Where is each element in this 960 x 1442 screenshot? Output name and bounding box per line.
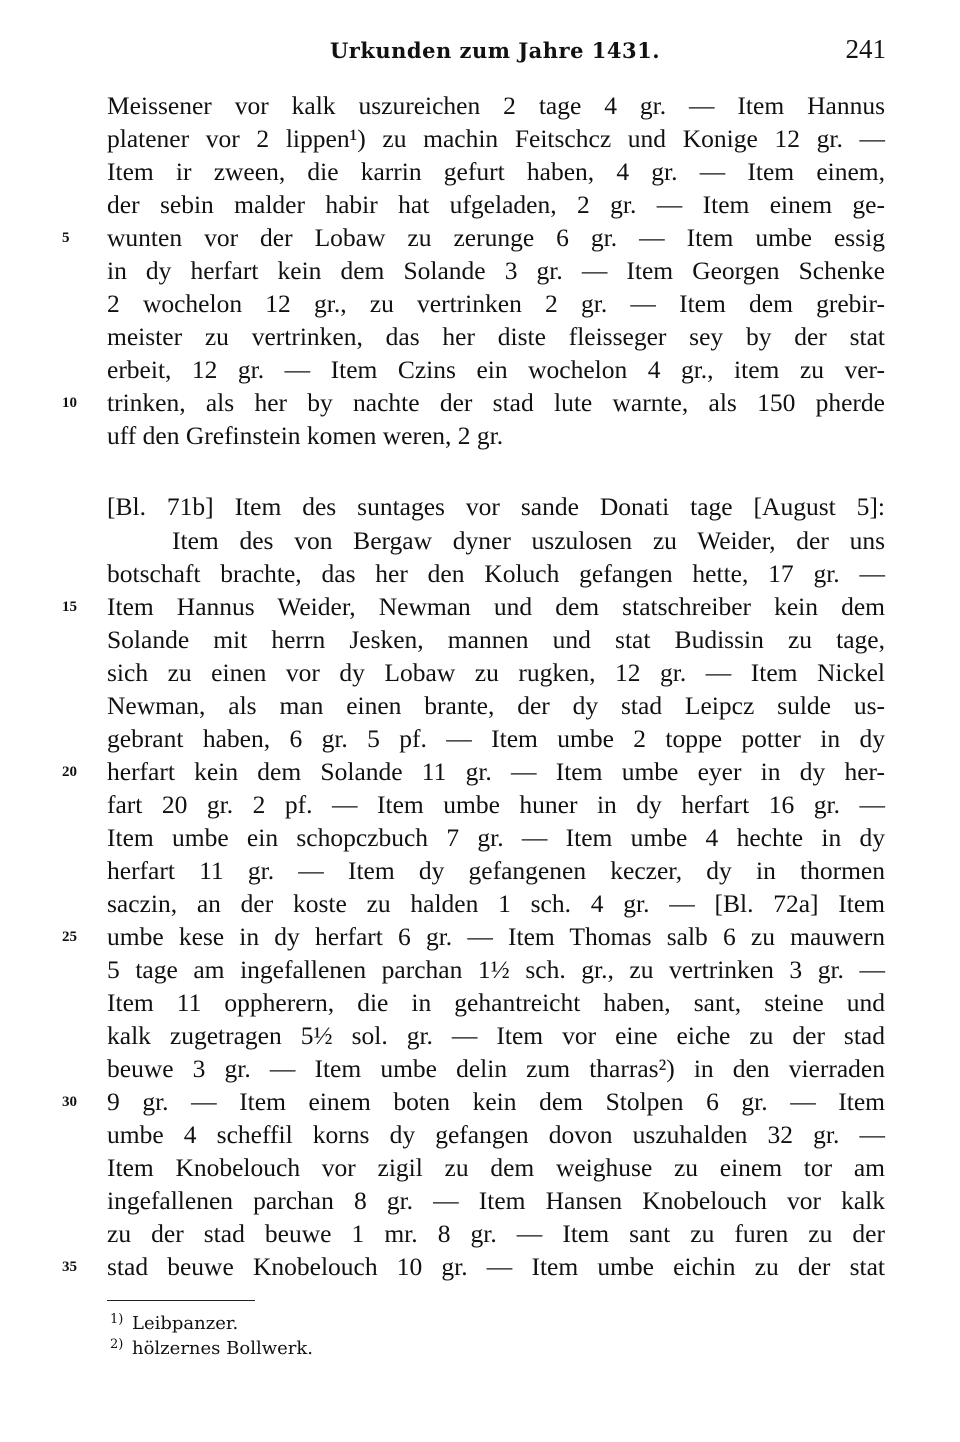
page-number: 241 (845, 34, 886, 64)
footnote-mark: 2) (110, 1337, 124, 1352)
text-line: umbe 4 scheffil korns dy gefangen dovon uszuhalden 32 gr. — (107, 1120, 885, 1149)
text-line: Newman, als man einen brante, der dy stad Leipcz sulde us- (107, 691, 885, 720)
text-line: 2 wochelon 12 gr., zu vertrinken 2 gr. — Item dem grebir- (107, 289, 885, 318)
footnote-text: Leibpanzer. (132, 1313, 239, 1334)
footnote-rule (107, 1300, 255, 1301)
text-line: kalk zugetragen 5½ sol. gr. — Item vor eine eiche zu der stad (107, 1021, 885, 1050)
text-line: uff den Grefinstein komen weren, 2 gr. (107, 421, 504, 450)
text-line: sich zu einen vor dy Lobaw zu rugken, 12 gr. — Item Nickel (107, 658, 885, 687)
line-number: 30 (62, 1094, 77, 1110)
footnote-1 (110, 1312, 239, 1336)
text-line: 5 tage am ingefallenen parchan 1½ sch. gr., zu vertrinken 3 gr. — (107, 955, 885, 984)
text-line: Item des von Bergaw dyner uszulosen zu Weider, der uns (172, 526, 885, 555)
text-line: herfart kein dem Solande 11 gr. — Item umbe eyer in dy her- (107, 757, 885, 786)
line-number: 35 (62, 1259, 77, 1275)
line-number: 5 (62, 230, 70, 246)
text-line: fart 20 gr. 2 pf. — Item umbe huner in dy herfart 16 gr. — (107, 790, 885, 819)
text-line: botschaft brachte, das her den Koluch gefangen hette, 17 gr. — (107, 559, 885, 588)
text-line: Item Hannus Weider, Newman und dem statschreiber kein dem (107, 592, 885, 621)
page-header (100, 30, 890, 70)
text-line: gebrant haben, 6 gr. 5 pf. — Item umbe 2 toppe potter in dy (107, 724, 885, 753)
text-line: ingefallenen parchan 8 gr. — Item Hansen Knobelouch vor kalk (107, 1186, 885, 1215)
text-line: saczin, an der koste zu halden 1 sch. 4 gr. — [Bl. 72a] Item (107, 889, 885, 918)
text-line: meister zu vertrinken, das her diste fleisseger sey by der stat (107, 322, 885, 351)
line-number: 15 (62, 599, 77, 615)
text-line: wunten vor der Lobaw zu zerunge 6 gr. — Item umbe essig (107, 223, 885, 252)
text-line: in dy herfart kein dem Solande 3 gr. — Item Georgen Schenke (107, 256, 885, 285)
footnote-text: hölzernes Bollwerk. (132, 1338, 314, 1359)
text-line: stad beuwe Knobelouch 10 gr. — Item umbe eichin zu der stat (107, 1252, 885, 1281)
running-head: Urkunden zum Jahre 1431. (329, 38, 661, 63)
text-line: zu der stad beuwe 1 mr. 8 gr. — Item sant zu furen zu der (107, 1219, 885, 1248)
footnote-2 (110, 1337, 314, 1361)
text-line: beuwe 3 gr. — Item umbe delin zum tharras²) in den vierraden (107, 1054, 885, 1083)
text-line: Solande mit herrn Jesken, mannen und stat Budissin zu tage, (107, 625, 885, 654)
text-line: Item 11 oppherern, die in gehantreicht haben, sant, steine und (107, 988, 885, 1017)
line-number: 20 (62, 764, 77, 780)
text-line: Meissener vor kalk uszureichen 2 tage 4 gr. — Item Hannus (107, 91, 885, 120)
text-line: trinken, als her by nachte der stad lute warnte, als 150 pherde (107, 388, 885, 417)
line-number: 10 (62, 395, 77, 411)
text-line: umbe kese in dy herfart 6 gr. — Item Thomas salb 6 zu mauwern (107, 922, 885, 951)
text-line: herfart 11 gr. — Item dy gefangenen keczer, dy in thormen (107, 856, 885, 885)
text-line: 9 gr. — Item einem boten kein dem Stolpen 6 gr. — Item (107, 1087, 885, 1116)
line-number: 25 (62, 929, 77, 945)
footnote-mark: 1) (110, 1312, 124, 1327)
text-line: platener vor 2 lippen¹) zu machin Feitschcz und Konige 12 gr. — (107, 124, 885, 153)
text-line: erbeit, 12 gr. — Item Czins ein wochelon 4 gr., item zu ver- (107, 355, 885, 384)
text-line: Item umbe ein schopczbuch 7 gr. — Item umbe 4 hechte in dy (107, 823, 885, 852)
text-line: Item ir zween, die karrin gefurt haben, 4 gr. — Item einem, (107, 157, 885, 186)
text-line: Item Knobelouch vor zigil zu dem weighuse zu einem tor am (107, 1153, 885, 1182)
text-line: [Bl. 71b] Item des suntages vor sande Donati tage [August 5]: (107, 492, 885, 521)
text-line: der sebin malder habir hat ufgeladen, 2 gr. — Item einem ge- (107, 190, 885, 219)
